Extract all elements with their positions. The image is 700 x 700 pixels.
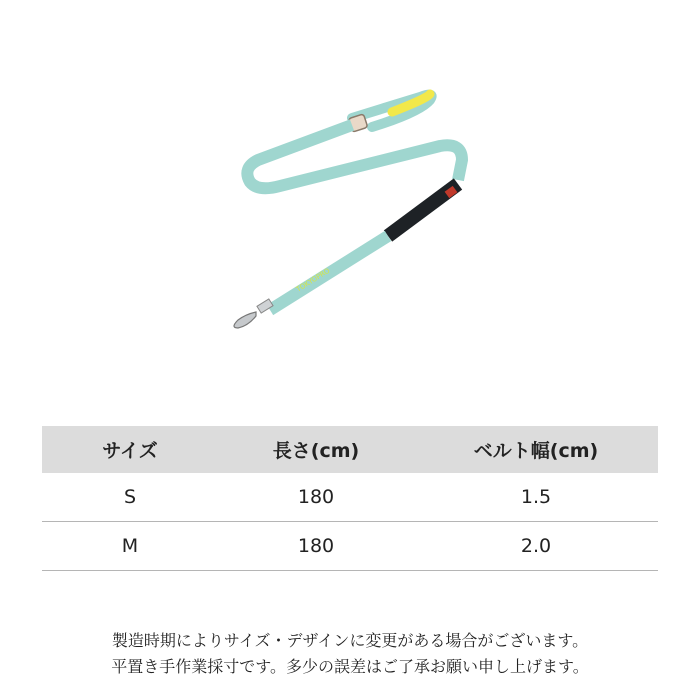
cell-length: 180 [218,473,414,522]
strap-upper [247,125,462,188]
size-table [42,426,658,571]
cell-belt-width: 2.0 [414,522,658,571]
note-line-1: 製造時期によりサイズ・デザインに変更がある場合がございます。 [111,631,589,650]
table-row [42,522,658,571]
table-row [42,473,658,522]
cell-size: M [42,522,218,571]
brand-text: TOKYOPRO [294,266,332,294]
cell-belt-width: 1.5 [414,473,658,522]
cell-length: 180 [218,522,414,571]
snap-hook-icon [234,312,256,328]
header-length: 長さ(cm) [218,426,414,473]
disclaimer-notes [0,628,700,680]
note-line-2: 平置き手作業採寸です。多少の誤差はご了承お願い申し上げます。 [111,657,589,676]
header-size: サイズ [42,426,218,473]
size-table-header [42,426,658,473]
header-belt-width: ベルト幅(cm) [414,426,658,473]
cell-size: S [42,473,218,522]
